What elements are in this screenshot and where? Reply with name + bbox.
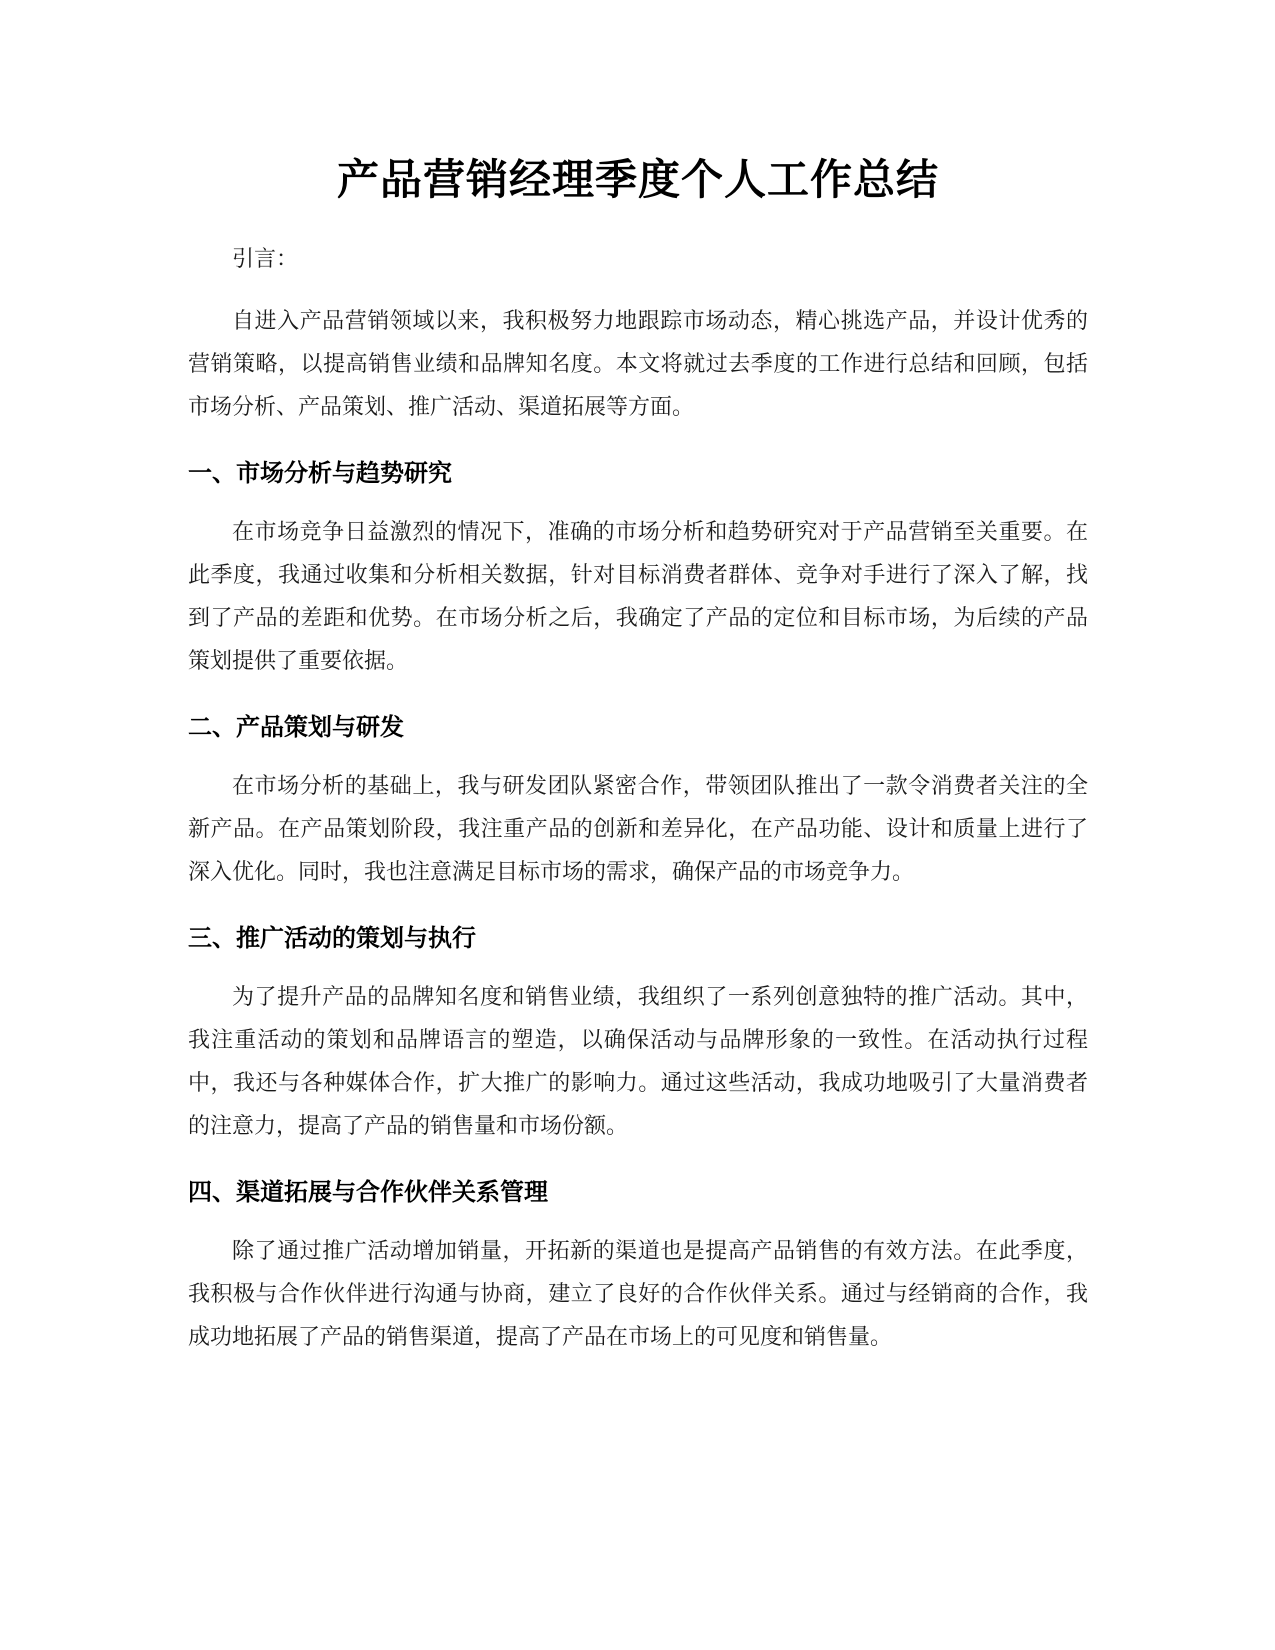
intro-paragraph: 自进入产品营销领域以来，我积极努力地跟踪市场动态，精心挑选产品，并设计优秀的营销策略，以提高销售业绩和品牌知名度。本文将就过去季度的工作进行总结和回顾，包括市场分析、产品策划、推广活动、渠道拓展等方面。 [188,309,1088,420]
section-heading-market-analysis: 一、市场分析与趋势研究 [188,459,452,487]
document-title: 产品营销经理季度个人工作总结 [336,155,939,204]
intro-label: 引言： [232,247,299,272]
section-paragraph-channel-expansion: 除了通过推广活动增加销量，开拓新的渠道也是提高产品销售的有效方法。在此季度，我积极与合作伙伴进行沟通与协商，建立了良好的合作伙伴关系。通过与经销商的合作，我成功地拓展了产品的销售渠道，提高了产品在市场上的可见度和销售量。 [188,1239,1088,1350]
section-paragraph-promotion: 为了提升产品的品牌知名度和销售业绩，我组织了一系列创意独特的推广活动。其中，我注重活动的策划和品牌语言的塑造，以确保活动与品牌形象的一致性。在活动执行过程中，我还与各种媒体合作，扩大推广的影响力。通过这些活动，我成功地吸引了大量消费者的注意力，提高了产品的销售量和市场份额。 [188,985,1088,1139]
section-heading-channel-expansion: 四、渠道拓展与合作伙伴关系管理 [188,1178,548,1206]
section-heading-promotion: 三、推广活动的策划与执行 [188,924,476,952]
section-paragraph-product-planning: 在市场分析的基础上，我与研发团队紧密合作，带领团队推出了一款令消费者关注的全新产品。在产品策划阶段，我注重产品的创新和差异化，在产品功能、设计和质量上进行了深入优化。同时，我也注意满足目标市场的需求，确保产品的市场竞争力。 [188,774,1088,885]
section-heading-product-planning: 二、产品策划与研发 [188,713,404,741]
section-paragraph-market-analysis: 在市场竞争日益激烈的情况下，准确的市场分析和趋势研究对于产品营销至关重要。在此季度，我通过收集和分析相关数据，针对目标消费者群体、竞争对手进行了深入了解，找到了产品的差距和优势。在市场分析之后，我确定了产品的定位和目标市场，为后续的产品策划提供了重要依据。 [188,520,1088,674]
document-body [188,150,1088,1359]
